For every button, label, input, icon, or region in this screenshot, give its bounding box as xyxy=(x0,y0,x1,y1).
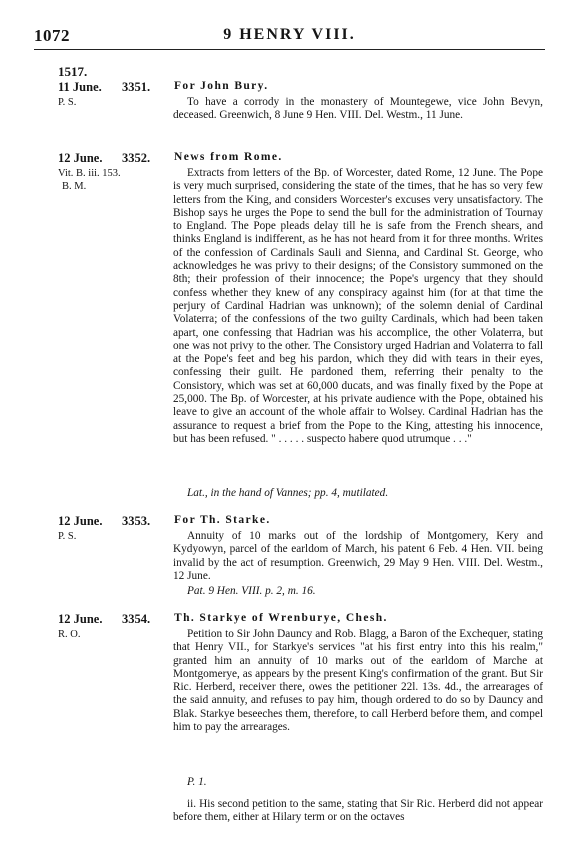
entry-note: Lat., in the hand of Vannes; pp. 4, mutilated. xyxy=(187,487,389,499)
entry-text: Annuity of 10 marks out of the lordship of Montgomery, Kery and Kydyowyn, parcel of the earldom of March, his patent 6 Feb. 4 Hen. VII. being invalid by the act of resumption. Greenwich, 29 May 9 Hen. VIII. Del. Westm., 12 June. xyxy=(173,530,543,582)
entry-number: 3352. xyxy=(122,151,151,165)
entry-note: Pat. 9 Hen. VIII. p. 2, m. 16. xyxy=(187,585,316,597)
entry-title: For John Bury. xyxy=(174,80,269,92)
running-head: 9 HENRY VIII. xyxy=(223,26,356,43)
page-number: 1072 xyxy=(34,26,70,45)
entry-title: For Th. Starke. xyxy=(174,514,271,526)
source-reference: Vit. B. iii. 153. xyxy=(58,168,121,179)
entry-number: 3351. xyxy=(122,80,151,94)
entry-title: Th. Starkye of Wrenburye, Chesh. xyxy=(174,612,388,624)
entry-title: News from Rome. xyxy=(174,151,283,163)
entry-date: 12 June. xyxy=(58,612,103,626)
year-heading: 1517. xyxy=(58,64,88,79)
source-reference: R. O. xyxy=(58,629,81,640)
source-reference: P. S. xyxy=(58,531,77,542)
header-rule xyxy=(34,49,545,50)
entry-text: ii. His second petition to the same, stating that Sir Ric. Herberd did not appear before them, either at Hilary term or on the octaves xyxy=(173,798,543,824)
entry-date: 11 June. xyxy=(58,80,102,94)
entry-text: To have a corrody in the monastery of Mountegewe, vice John Bevyn, deceased. Greenwich, 8 June 9 Hen. VIII. Del. Westm., 11 June. xyxy=(173,96,543,122)
entry-note: P. 1. xyxy=(187,776,207,788)
entry-date: 12 June. xyxy=(58,151,103,165)
entry-date: 12 June. xyxy=(58,514,103,528)
entry-number: 3354. xyxy=(122,612,151,626)
entry-text: Petition to Sir John Dauncy and Rob. Blagg, a Baron of the Exchequer, stating that Henry VII., for Starkye's services "at his first entry into this his realm," granted him an annuity of 10 marks out of the earldom of Marche at Montgomerye, as appears by the present King's confirmation of the grant. But Sir Ric. Herberd, receiver there, owes the petitioner 22l. 13s. 4d., the arrearages of the said annuity, and refuses to pay him, though ordered to do so by Dauncy and Blak. Starkye beseeches them, therefore, to call Herberd before them, and compel him to pay the arrearages. xyxy=(173,628,543,734)
entry-number: 3353. xyxy=(122,514,151,528)
source-reference: B. M. xyxy=(62,181,87,192)
source-reference: P. S. xyxy=(58,97,77,108)
entry-text: Extracts from letters of the Bp. of Worcester, dated Rome, 12 June. The Pope is very much surprised, considering the state of the times, that he has so very few letters from the King, and considers Worcester's excuses very unsatisfactory. The Bishop says he urges the Pope to send the bull for the administration of Tournay to England. The Pope pleads delay till he is safe from the French shears, and thinks England is indifferent, as he has not heard from it for three months. Writes of the confession of Cardinals Sauli and Sienna, and Cardinal St. George, who acknowledges he was privy to their designs; of the Consistory summoned on the 8th; their profession of their innocence; the Pope's urgency that they should confess whether they knew of any conspiracy against him (for at that time the perjury of Cardinal Hadrian was unknown); of the solemn denial of Cardinal Volaterra; of the confessions of the two guilty Cardinals, which had been taken apart, one confessing that Hadrian was his accomplice, the other Volaterra, but one was not privy to the other. The Consistory urged Hadrian and Volaterra to fall at the Pope's feet and beg his pardon, which they did with tears in their eyes, confessing their guilt. He pardoned them, referring their penalty to the Consistory, which was set at 60,000 ducats, and was finally fixed by the Pope at 25,000. The Bp. of Worcester, at his private audience with the Pope, obtained his leave to give an account of the whole affair to Wolsey. Cardinal Hadrian has the assurance to request a brief from the Pope to the King, attesting his innocence, but has been refused. " . . . . . suspecto habere quod utrumque . . ." xyxy=(173,167,543,445)
page-header xyxy=(34,26,545,46)
